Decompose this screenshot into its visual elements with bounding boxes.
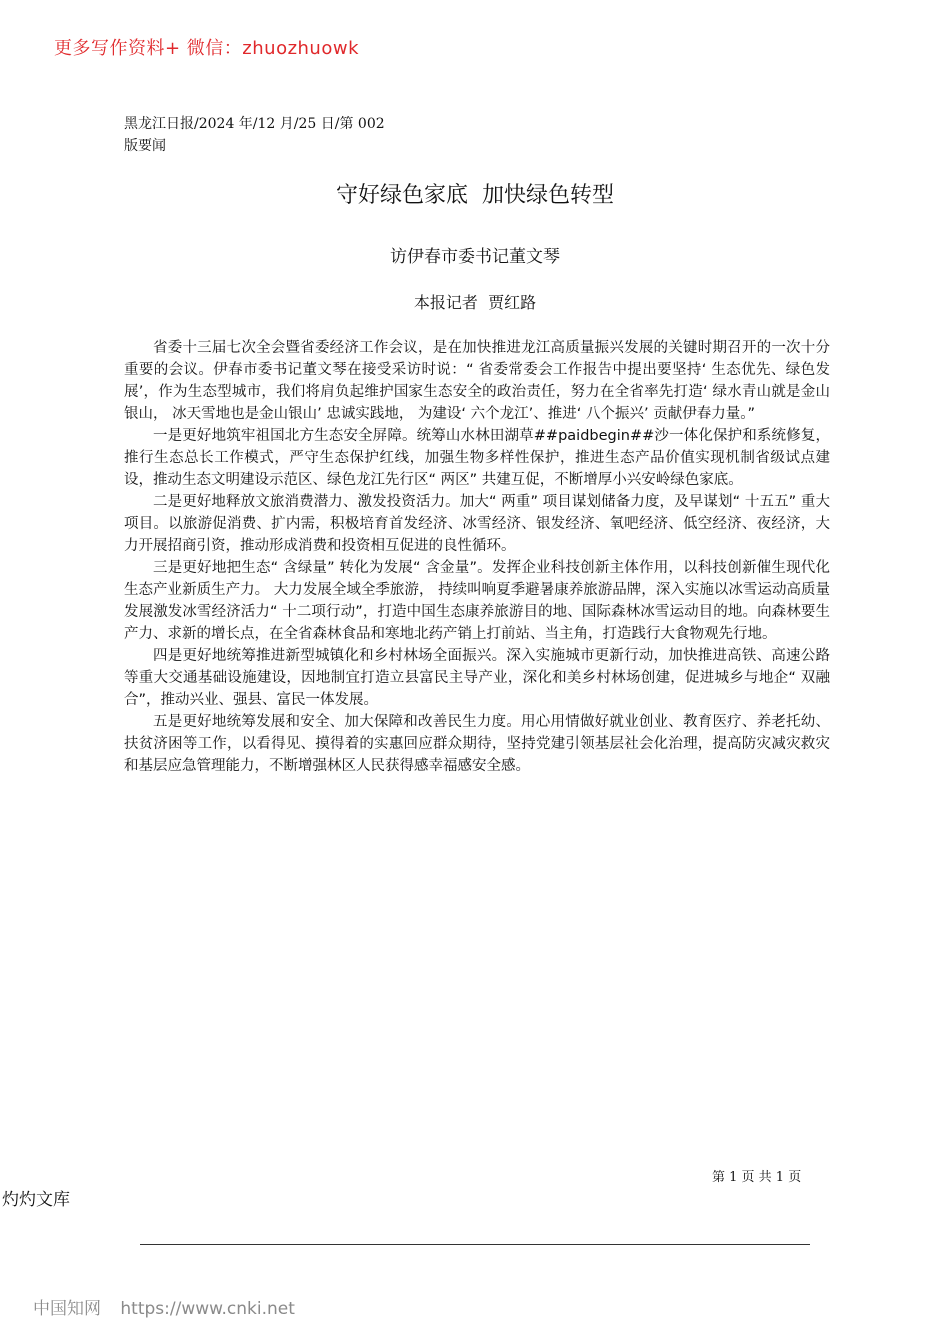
source-citation: [124, 113, 385, 157]
paragraph: 省委十三届七次全会暨省委经济工作会议，是在加快推进龙江高质量振兴发展的关键时期召开的一次十分重要的会议。伊春市委书记董文琴在接受采访时说：“ 省委常委会工作报告中提出要坚持‘ 生态优先、绿色发展’，作为生态型城市，我们将肩负起维护国家生态安全的政治责任，努力在全省率先打造‘ 绿水青山就是金山银山， 冰天雪地也是金山银山’ 忠诚实践地， 为建设‘ 六个龙江’、推进‘ 八个振兴’ 贡献伊春力量。”: [124, 340, 830, 422]
paragraph: 三是更好地把生态“ 含绿量” 转化为发展“ 含金量”。发挥企业科技创新主体作用，以科技创新催生现代化生态产业新质生产力。 大力发展全域全季旅游， 持续叫响夏季避暑康养旅游品牌，深入实施以冰雪运动高质量发展激发冰雪经济活力“ 十二项行动”，打造中国生态康养旅游目的地、国际森林冰雪运动目的地。向森林要生产力、求新的增长点，在全省森林食品和寒地北药产销上打前站、当主角，打造践行大食物观先行地。: [124, 560, 830, 642]
page-number: 第 1 页 共 1 页: [712, 1170, 802, 1185]
cnki-name: 中国知网: [33, 1299, 101, 1319]
cnki-footer: [33, 1294, 295, 1319]
cnki-url[interactable]: https://www.cnki.net: [120, 1299, 295, 1319]
source-line-2: 版要闻: [124, 138, 166, 154]
source-line-1: 黑龙江日报/2024 年/12 月/25 日/第 002: [124, 116, 385, 132]
article-title: 守好绿色家底 加快绿色转型: [336, 183, 614, 208]
paragraph: 五是更好地统筹发展和安全、加大保障和改善民生力度。用心用情做好就业创业、教育医疗、养老托幼、扶贫济困等工作，以看得见、摸得着的实惠回应群众期待，坚持党建引领基层社会化治理，提高防灾减灾救灾和基层应急管理能力，不断增强林区人民获得感幸福感安全感。: [124, 714, 830, 774]
paragraph: 一是更好地筑牢祖国北方生态安全屏障。统筹山水林田湖草##paidbegin##沙一体化保护和系统修复，推行生态总长工作模式，严守生态保护红线，加强生物多样性保护，推进生态产品价值实现机制省级试点建设，推动生态文明建设示范区、绿色龙江先行区“ 两区” 共建互促，不断增厚小兴安岭绿色家底。: [124, 428, 830, 488]
library-watermark: 灼灼文库: [2, 1190, 70, 1210]
promo-banner: 更多写作资料+ 微信：zhuozhuowk: [54, 38, 360, 59]
article-author: 本报记者 贾红路: [413, 293, 537, 312]
paragraph: 四是更好地统筹推进新型城镇化和乡村林场全面振兴。深入实施城市更新行动，加快推进高铁、高速公路等重大交通基础设施建设，因地制宜打造立县富民主导产业，深化和美乡村林场创建，促进城乡与地企“ 双融合”，推动兴业、强县、富民一体发展。: [124, 648, 830, 708]
footer-divider: [140, 1244, 810, 1245]
article-subtitle: 访伊春市委书记董文琴: [390, 247, 560, 267]
article-body: [124, 337, 830, 777]
paragraph: 二是更好地释放文旅消费潜力、激发投资活力。加大“ 两重” 项目谋划储备力度，及早谋划“ 十五五” 重大项目。以旅游促消费、扩内需，积极培育首发经济、冰雪经济、银发经济、氧吧经济、低空经济、夜经济，大力开展招商引资，推动形成消费和投资相互促进的良性循环。: [124, 494, 830, 554]
